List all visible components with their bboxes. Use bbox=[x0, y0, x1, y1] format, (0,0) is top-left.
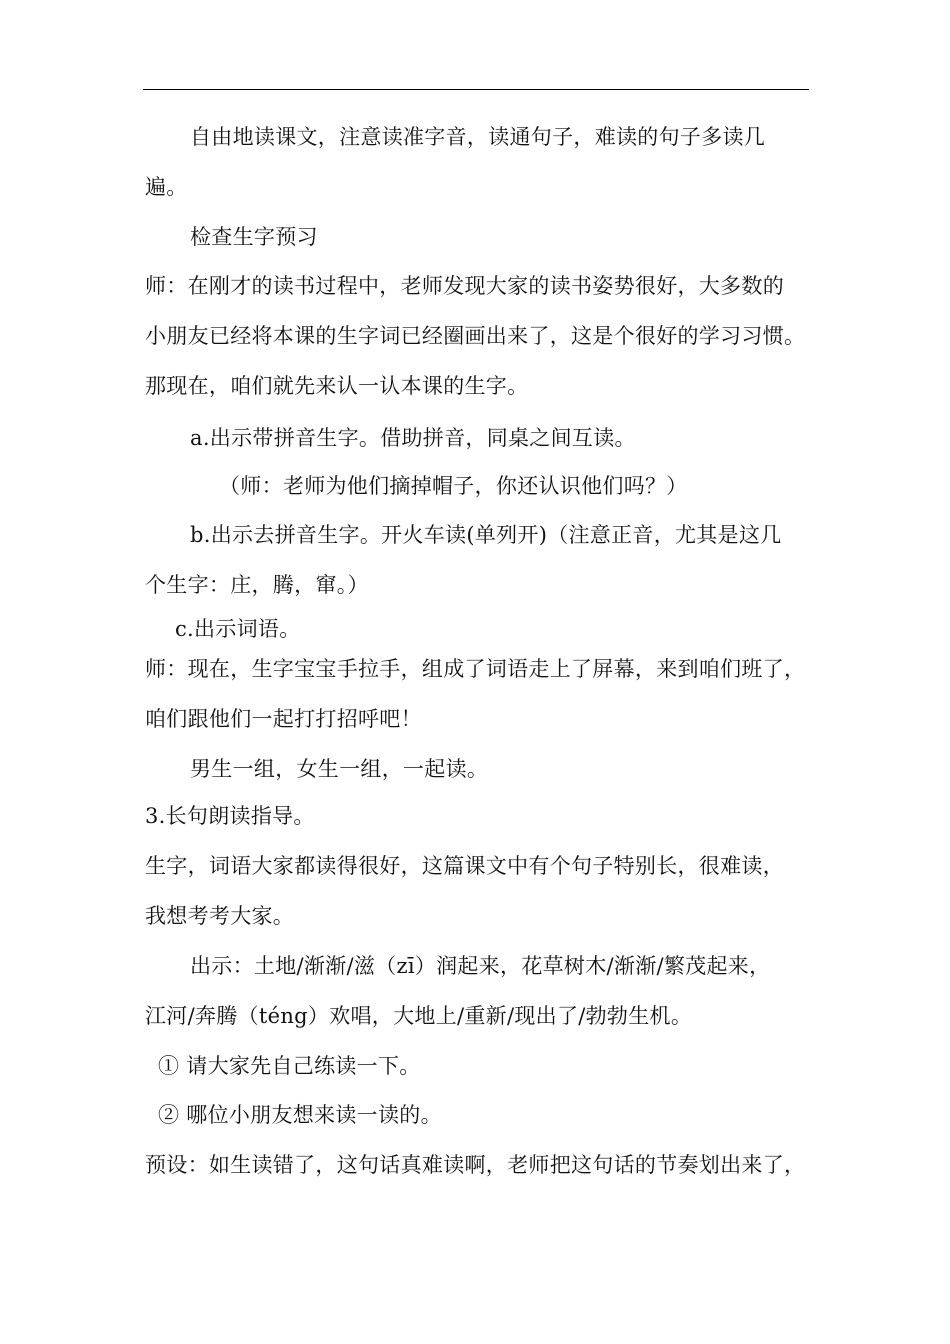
text-line: 我想考考大家。 bbox=[145, 904, 295, 928]
text-line: 生字，词语大家都读得很好，这篇课文中有个句子特别长，很难读， bbox=[145, 854, 784, 878]
text-line: 江河/奔腾（téng）欢唱，大地上/重新/现出了/勃勃生机。 bbox=[145, 1004, 693, 1028]
section-heading: 检查生字预习 bbox=[190, 225, 318, 249]
list-item: a.出示带拼音生字。借助拼音，同桌之间互读。 bbox=[190, 426, 636, 450]
header-rule bbox=[143, 89, 809, 90]
text-line: 出示：土地/渐渐/滋（zī）润起来，花草树木/渐渐/繁茂起来， bbox=[190, 954, 771, 978]
list-item: c.出示词语。 bbox=[175, 617, 301, 641]
text-line: （师：老师为他们摘掉帽子，你还认识他们吗？） bbox=[219, 474, 688, 498]
text-line: 个生字：庄，腾，窜。） bbox=[145, 573, 369, 597]
text-line: 师：现在，生字宝宝手拉手，组成了词语走上了屏幕，来到咱们班了， bbox=[145, 657, 806, 681]
list-item: ① 请大家先自己练读一下。 bbox=[158, 1054, 421, 1078]
text-line: 自由地读课文，注意读准字音，读通句子，难读的句子多读几 bbox=[190, 125, 766, 149]
text-line: 男生一组，女生一组，一起读。 bbox=[190, 757, 489, 781]
text-line: 咱们跟他们一起打打招呼吧！ bbox=[145, 707, 422, 731]
section-heading: 3.长句朗读指导。 bbox=[145, 804, 315, 828]
list-item: ② 哪位小朋友想来读一读的。 bbox=[158, 1103, 442, 1127]
text-line: 预设：如生读错了，这句话真难读啊，老师把这句话的节奏划出来了， bbox=[145, 1153, 806, 1177]
text-line: 小朋友已经将本课的生字词已经圈画出来了，这是个很好的学习习惯。 bbox=[145, 324, 806, 348]
text-line: 师：在刚才的读书过程中，老师发现大家的读书姿势很好，大多数的 bbox=[145, 274, 784, 298]
text-line: 那现在，咱们就先来认一认本课的生字。 bbox=[145, 374, 529, 398]
list-item: b.出示去拼音生字。开火车读(单列开)（注意正音，尤其是这几 bbox=[190, 523, 782, 547]
text-line: 遍。 bbox=[145, 175, 188, 199]
